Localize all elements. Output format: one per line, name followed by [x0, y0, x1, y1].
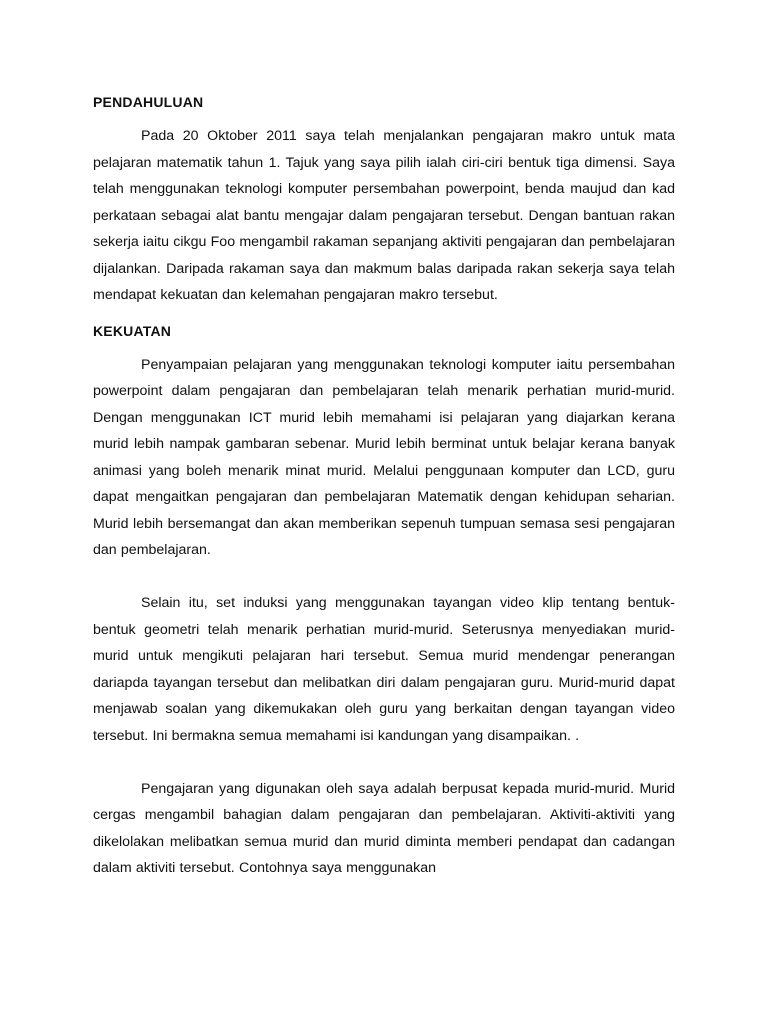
paragraph-kekuatan-2: Selain itu, set induksi yang menggunakan tayangan video klip tentang bentuk-bentuk geometri telah menarik perhatian murid-murid. Seterusnya menyediakan murid-murid untuk mengikuti pelajaran hari tersebut. Semua murid mendengar penerangan dariapda tayangan tersebut dan melibatkan diri dalam pengajaran guru. Murid-murid dapat menjawab soalan yang dikemukakan oleh guru yang berkaitan dengan tayangan video tersebut. Ini bermakna semua memahami isi kandungan yang disampaikan. . [93, 595, 675, 744]
spacer [93, 749, 675, 776]
paragraph-kekuatan-1: Penyampaian pelajaran yang menggunakan teknologi komputer iaitu persembahan powerpoint dalam pengajaran dan pembelajaran telah menarik perhatian murid-murid. Dengan menggunakan ICT murid lebih memahami isi pelajaran yang diajarkan kerana murid lebih nampak gambaran sebenar. Murid lebih berminat untuk belajar kerana banyak animasi yang boleh menarik minat murid. Melalui penggunaan komputer dan LCD, guru dapat mengaitkan pengajaran dan pembelajaran Matematik dengan kehidupan seharian. Murid lebih bersemangat dan akan memberikan sepenuh tumpuan semasa sesi pengajaran dan pembelajaran. [93, 356, 675, 558]
section-heading-kekuatan: KEKUATAN [93, 322, 172, 339]
paragraph-pendahuluan: Pada 20 Oktober 2011 saya telah menjalankan pengajaran makro untuk mata pelajaran matematik tahun 1. Tajuk yang saya pilih ialah ciri-ciri bentuk tiga dimensi. Saya telah menggunakan teknologi komputer persembahan powerpoint, benda maujud dan kad perkataan sebagai alat bantu mengajar dalam pengajaran tersebut. Dengan bantuan rakan sekerja iaitu cikgu Foo mengambil rakaman sepanjang aktiviti pengajaran dan pembelajaran dijalankan. Daripada rakaman saya dan makmum balas daripada rakan sekerja saya telah mendapat kekuatan dan kelemahan pengajaran makro tersebut. [93, 128, 675, 303]
spacer [93, 309, 675, 319]
section-heading-pendahuluan: PENDAHULUAN [93, 94, 204, 110]
spacer [93, 564, 675, 591]
paragraph-kekuatan-3: Pengajaran yang digunakan oleh saya adalah berpusat kepada murid-murid. Murid cergas mengambil bahagian dalam pengajaran dan pembelajaran. Aktiviti-aktiviti yang dikelolakan melibatkan semua murid dan murid diminta memberi pendapat dan cadangan dalam aktiviti tersebut. Contohnya saya menggunakan [93, 780, 675, 876]
document-body [93, 90, 675, 882]
